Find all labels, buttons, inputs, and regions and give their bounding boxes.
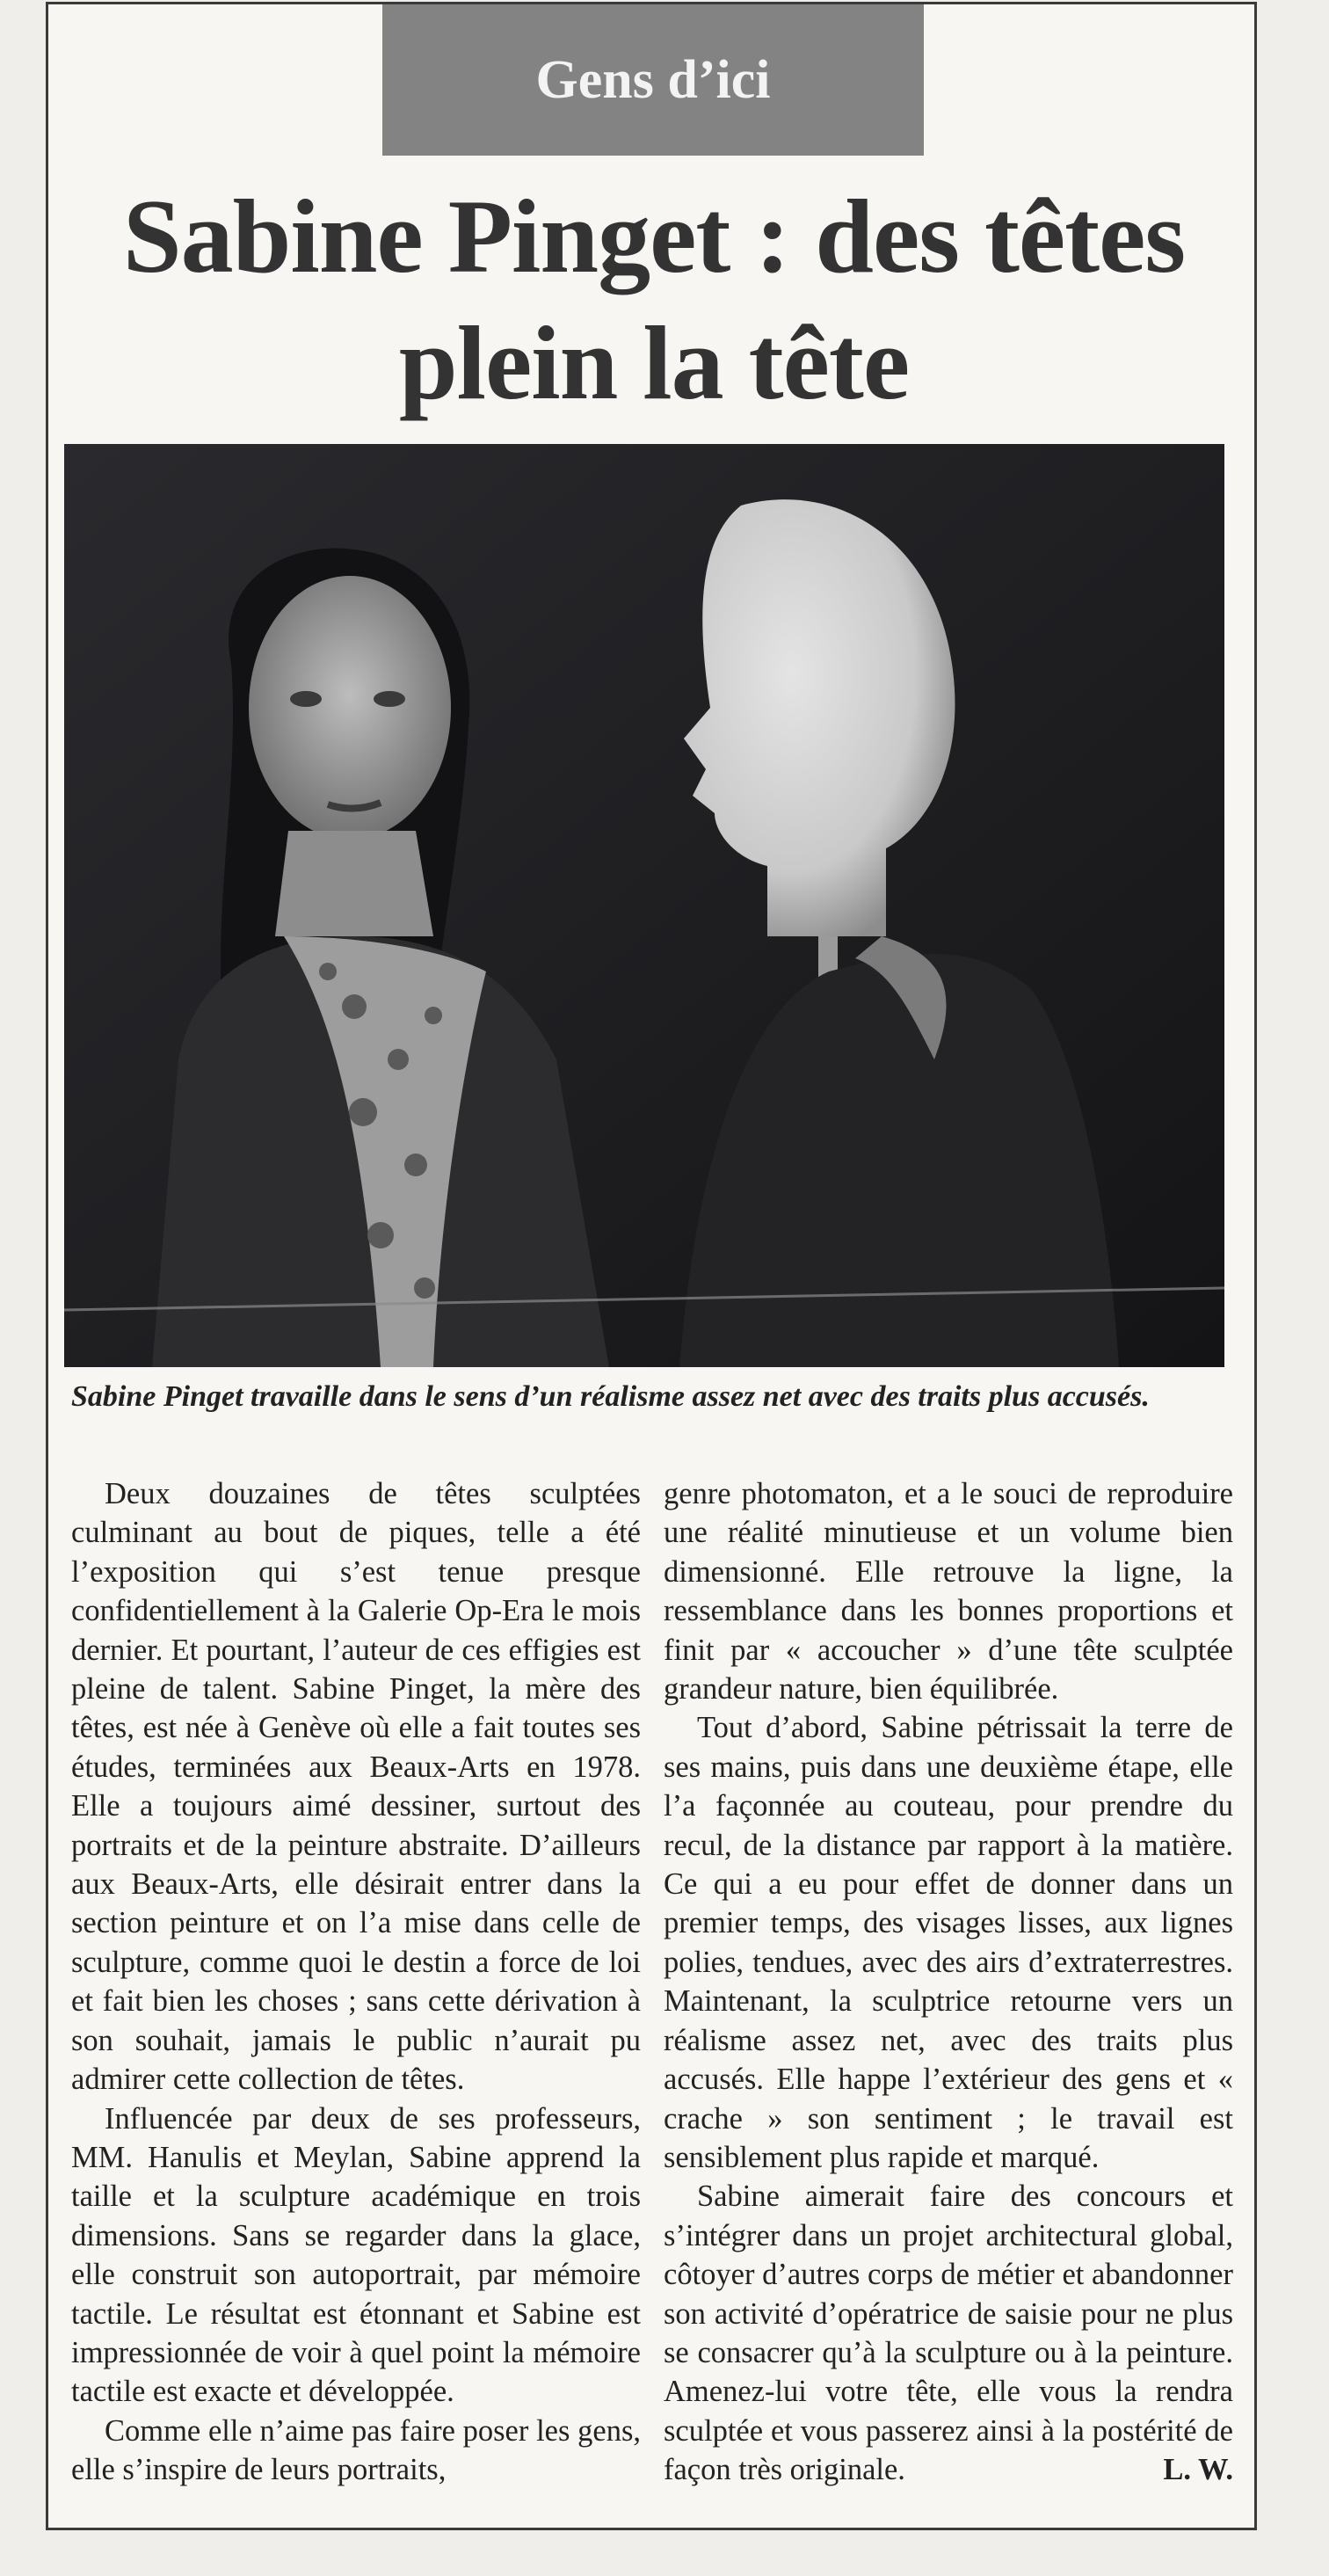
paragraph: Influencée par deux de ses professeurs, MM. Hanulis et Meylan, Sabine apprend la taille et la sculpture académique en trois dimensions. Sans se regarder dans la glace, elle construit son autoportrait, par mémoire tactile. Le résultat est étonnant et Sabine est impressionnée de voir à quel point la mémoire tactile est exacte et développée. — [71, 2101, 641, 2409]
photo-illustration — [64, 444, 1224, 1367]
article-photo — [64, 444, 1224, 1367]
paragraph-text: Sabine aimerait faire des concours et s’intégrer dans un projet architectural global, côtoyer d’autres corps de métier et abandonner son activité d’opératrice de saisie pour ne plus se consacrer qu’à la sculpture ou à la peinture. Amenez-lui votre tête, elle vous la rendra sculptée et vous passerez ainsi à la postérité de façon très originale. — [664, 2179, 1233, 2487]
paragraph-last — [664, 2177, 1233, 2489]
section-banner: Gens d’ici — [382, 4, 924, 156]
author-signature: L. W. — [1163, 2453, 1233, 2487]
article-column-left — [71, 1474, 641, 2490]
headline-line-1: Sabine Pinget : des têtes — [122, 178, 1186, 295]
headline — [48, 173, 1260, 426]
paragraph: Deux douzaines de têtes sculptées culminant au bout de piques, telle a été l’exposition qui s’est tenue presque confidentiellement à la Galerie Op-Era le mois dernier. Et pourtant, l’auteur de ces effigies est pleine de talent. Sabine Pinget, la mère des têtes, est née à Genève où elle a fait toutes ses études, terminées aux Beaux-Arts en 1978. Elle a toujours aimé dessiner, surtout des portraits et de la peinture abstraite. D’ailleurs aux Beaux-Arts, elle désirait entrer dans la section peinture et on l’a mise dans celle de sculpture, comme quoi le destin a force de loi et fait bien les choses ; sans cette dérivation à son souhait, jamais le public n’aurait pu admirer cette collection de têtes. — [71, 1477, 641, 2097]
newspaper-clipping — [46, 2, 1257, 2530]
headline-line-2: plein la tête — [398, 304, 910, 421]
article-column-right — [664, 1474, 1233, 2490]
paragraph: Tout d’abord, Sabine pétrissait la terre de ses mains, puis dans une deuxième étape, elle l’a façonnée au couteau, pour prendre du recul, de la distance par rapport à la matière. Ce qui a eu pour effet de donner dans un premier temps, des visages lisses, aux lignes polies, tendues, avec des airs d’extraterrestres. Maintenant, la sculptrice retourne vers un réalisme assez net, avec des traits plus accusés. Elle happe l’extérieur des gens et « crache » son sentiment ; le travail est sensiblement plus rapide et marqué. — [664, 1711, 1233, 2174]
paragraph: genre photomaton, et a le souci de reproduire une réalité minutieuse et un volume bien dimensionné. Elle retrouve la ligne, la ressemblance dans les bonnes proportions et finit par « accoucher » d’une tête sculptée grandeur nature, bien équilibrée. — [664, 1477, 1233, 1706]
paragraph: Comme elle n’aime pas faire poser les gens, elle s’inspire de leurs portraits, — [71, 2413, 641, 2487]
photo-caption: Sabine Pinget travaille dans le sens d’un réalisme assez net avec des traits plus accusés. — [71, 1380, 1150, 1413]
